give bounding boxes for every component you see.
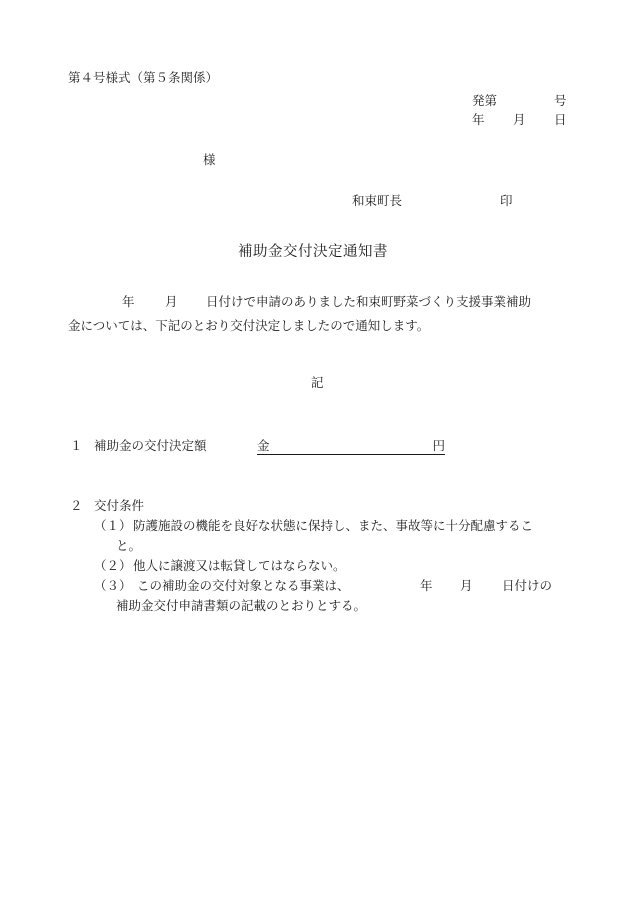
date-year: 年 — [472, 112, 485, 127]
condition2-number: （２） — [94, 558, 132, 573]
issuer-name: 和束町長 — [352, 193, 403, 208]
item1-number: １ — [70, 438, 83, 453]
item2-label: 交付条件 — [94, 498, 145, 513]
intro-line1: 日付けで申請のありました和束町野菜づくり支援事業補助 — [206, 294, 532, 309]
date-day: 日 — [554, 112, 567, 127]
item2-number: ２ — [70, 498, 83, 513]
condition1-line1: 防護施設の機能を良好な状態に保持し、また、事故等に十分配慮するこ — [133, 518, 534, 533]
condition3-pre: この補助金の交付対象となる事業は、 — [137, 578, 350, 593]
issue-number-suffix: 号 — [554, 93, 567, 108]
condition3-month: 月 — [460, 578, 473, 593]
addressee-suffix: 様 — [203, 152, 216, 167]
kin-label: 金 — [257, 438, 270, 453]
intro-month: 月 — [165, 294, 178, 309]
issue-number-prefix: 発第 — [472, 93, 498, 108]
document-title: 補助金交付決定通知書 — [238, 244, 388, 260]
condition2-text: 他人に譲渡又は転貸してはならない。 — [133, 558, 346, 573]
condition3-line2: 補助金交付申請書類の記載のとおりとする。 — [116, 598, 367, 613]
seal-mark: 印 — [500, 193, 513, 208]
condition3-number: （３） — [94, 578, 132, 593]
intro-line2: 金については、下記のとおり交付決定しましたので通知します。 — [68, 318, 430, 333]
condition1-number: （１） — [94, 518, 132, 533]
condition3-day: 日付けの — [502, 578, 553, 593]
condition1-line2: と。 — [116, 538, 142, 553]
grant-amount-line — [257, 438, 445, 455]
yen-label: 円 — [432, 438, 445, 453]
ki-heading: 記 — [311, 375, 324, 390]
intro-year: 年 — [122, 294, 135, 309]
condition3-year: 年 — [420, 578, 433, 593]
form-number: 第４号様式（第５条関係） — [68, 70, 219, 85]
date-month: 月 — [513, 112, 526, 127]
item1-label: 補助金の交付決定額 — [94, 438, 207, 453]
